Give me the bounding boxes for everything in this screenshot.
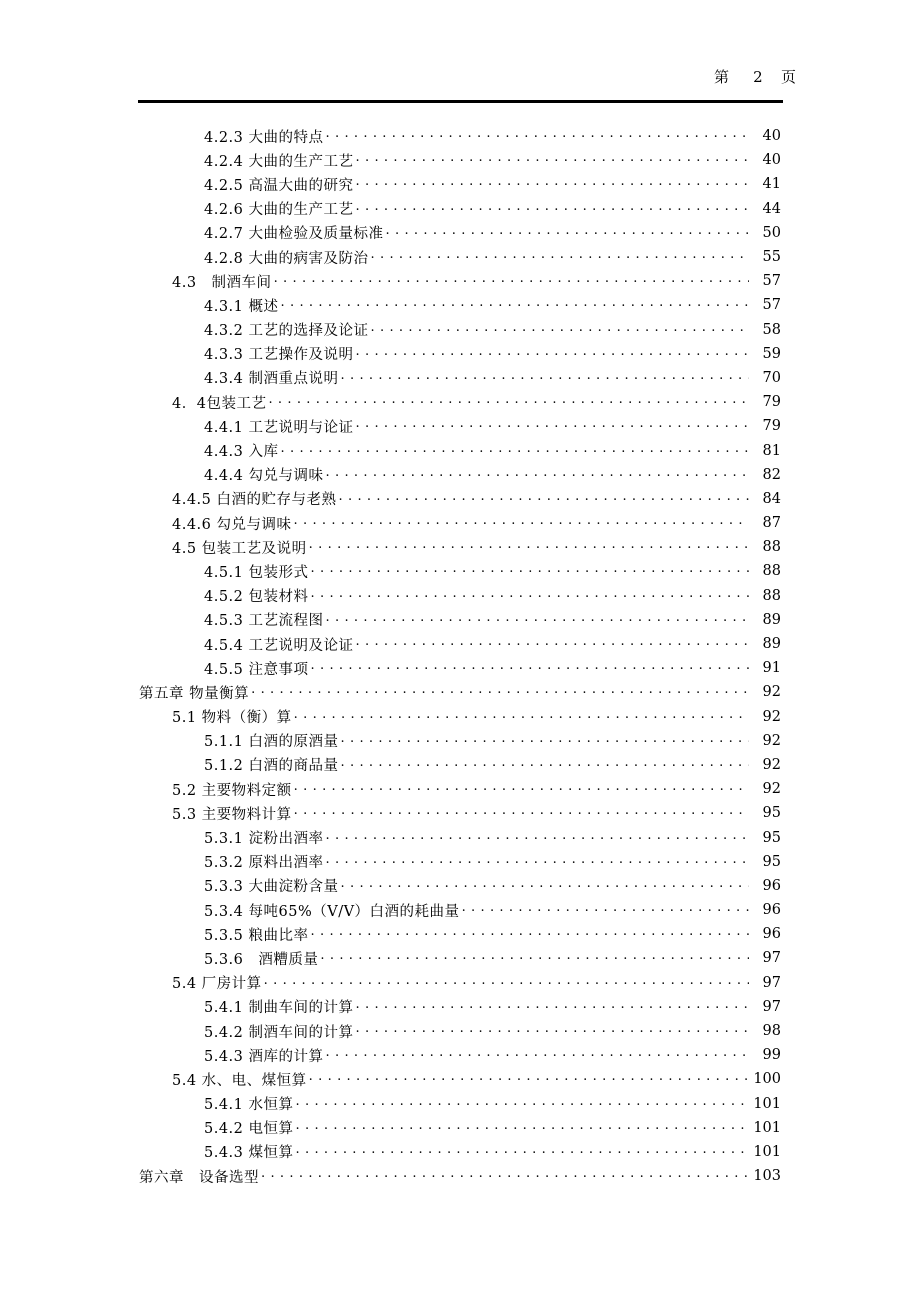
toc-entry-page: 55	[762, 249, 781, 266]
toc-entry-page: 96	[762, 902, 781, 919]
toc-entry-title: 第六章 设备选型	[139, 1169, 259, 1186]
toc-entry-title: 4.3.3 工艺操作及说明	[204, 347, 354, 364]
toc-entry-title: 4.2.6 大曲的生产工艺	[204, 202, 354, 219]
toc-entry[interactable]	[0, 148, 920, 172]
toc-leader-dots	[371, 249, 749, 265]
toc-leader-dots	[326, 128, 749, 144]
toc-entry-page: 88	[762, 563, 781, 580]
toc-entry-title: 4.2.7 大曲检验及质量标准	[204, 226, 384, 243]
toc-leader-dots	[326, 854, 749, 870]
toc-entry-page: 79	[762, 394, 781, 411]
toc-entry[interactable]	[0, 874, 920, 898]
toc-entry[interactable]	[0, 245, 920, 269]
toc-entry-page: 92	[762, 756, 781, 773]
toc-entry[interactable]	[0, 946, 920, 970]
toc-entry-page: 40	[762, 128, 781, 145]
toc-entry-title: 4.5.4 工艺说明及论证	[204, 637, 354, 654]
toc-leader-dots	[309, 539, 749, 555]
toc-entry-title: 第五章 物量衡算	[139, 685, 250, 702]
toc-entry-title: 4.2.3 大曲的特点	[204, 129, 324, 146]
toc-leader-dots	[356, 152, 749, 168]
page-header-suffix: 页	[780, 68, 797, 86]
toc-leader-dots	[311, 563, 749, 579]
toc-entry-title: 5.3.1 淀粉出酒率	[204, 831, 324, 848]
toc-entry-title: 5.4.2 制酒车间的计算	[204, 1024, 354, 1041]
toc-entry[interactable]	[0, 632, 920, 656]
toc-leader-dots	[356, 176, 749, 192]
toc-entry[interactable]	[0, 1092, 920, 1116]
toc-entry[interactable]	[0, 1116, 920, 1140]
toc-leader-dots	[462, 902, 749, 918]
toc-leader-dots	[356, 201, 749, 217]
toc-entry-page: 57	[762, 297, 781, 314]
toc-entry-title: 4.5.5 注意事项	[204, 661, 309, 678]
toc-leader-dots	[356, 999, 749, 1015]
toc-entry[interactable]	[0, 366, 920, 390]
toc-entry-page: 101	[753, 1143, 781, 1160]
toc-leader-dots	[296, 1144, 749, 1160]
toc-entry-page: 92	[762, 781, 781, 798]
toc-entry-title: 4.4.1 工艺说明与论证	[204, 419, 354, 436]
toc-leader-dots	[281, 297, 749, 313]
toc-entry-page: 96	[762, 877, 781, 894]
toc-entry[interactable]	[0, 971, 920, 995]
toc-entry-page: 89	[762, 636, 781, 653]
toc-entry-page: 44	[762, 200, 781, 217]
toc-entry-page: 97	[762, 998, 781, 1015]
toc-entry[interactable]	[0, 1019, 920, 1043]
toc-entry[interactable]	[0, 342, 920, 366]
toc-leader-dots	[264, 975, 749, 991]
toc-leader-dots	[356, 418, 749, 434]
toc-entry-page: 103	[753, 1168, 781, 1185]
toc-entry[interactable]	[0, 221, 920, 245]
toc-entry-page: 79	[762, 418, 781, 435]
toc-entry-page: 100	[753, 1071, 781, 1088]
toc-entry[interactable]	[0, 1067, 920, 1091]
toc-entry[interactable]	[0, 559, 920, 583]
toc-entry[interactable]	[0, 898, 920, 922]
toc-entry-page: 101	[753, 1095, 781, 1112]
toc-entry-page: 97	[762, 974, 781, 991]
toc-entry-page: 99	[762, 1047, 781, 1064]
toc-entry-page: 58	[762, 321, 781, 338]
toc-leader-dots	[356, 636, 749, 652]
toc-entry-title: 4.2.4 大曲的生产工艺	[204, 153, 354, 170]
toc-leader-dots	[311, 926, 749, 942]
toc-leader-dots	[371, 322, 749, 338]
toc-entry-title: 5.1.1 白酒的原酒量	[204, 734, 339, 751]
toc-entry-page: 101	[753, 1119, 781, 1136]
toc-leader-dots	[326, 830, 749, 846]
toc-entry-title: 4.3.2 工艺的选择及论证	[204, 323, 369, 340]
toc-entry-page: 92	[762, 732, 781, 749]
toc-entry-page: 84	[762, 490, 781, 507]
toc-entry-title: 5.2 主要物料定额	[172, 782, 292, 799]
toc-entry[interactable]	[0, 1140, 920, 1164]
toc-entry[interactable]	[0, 801, 920, 825]
toc-leader-dots	[386, 225, 749, 241]
toc-entry-title: 5.1.2 白酒的商品量	[204, 758, 339, 775]
toc-entry[interactable]	[0, 584, 920, 608]
toc-leader-dots	[311, 660, 749, 676]
toc-entry[interactable]	[0, 825, 920, 849]
toc-leader-dots	[294, 515, 749, 531]
toc-entry-page: 91	[762, 660, 781, 677]
toc-leader-dots	[296, 1096, 749, 1112]
toc-leader-dots	[294, 781, 749, 797]
toc-leader-dots	[311, 588, 749, 604]
toc-entry-page: 50	[762, 224, 781, 241]
toc-entry-title: 4.4.6 勾兑与调味	[172, 516, 292, 533]
toc-leader-dots	[341, 878, 749, 894]
toc-entry[interactable]	[0, 729, 920, 753]
toc-leader-dots	[339, 491, 749, 507]
toc-entry-title: 5.4 厂房计算	[172, 976, 262, 993]
toc-leader-dots	[294, 805, 749, 821]
toc-entry-page: 92	[762, 708, 781, 725]
toc-leader-dots	[356, 346, 749, 362]
toc-entry-title: 5.3.3 大曲淀粉含量	[204, 879, 339, 896]
toc-entry-title: 4.3.4 制酒重点说明	[204, 371, 339, 388]
toc-entry[interactable]	[0, 269, 920, 293]
toc-entry[interactable]	[0, 753, 920, 777]
toc-entry[interactable]	[0, 850, 920, 874]
toc-entry-title: 4.5.3 工艺流程图	[204, 613, 324, 630]
toc-leader-dots	[268, 394, 749, 410]
toc-entry-title: 5.1 物料（衡）算	[172, 710, 292, 727]
toc-leader-dots	[326, 467, 749, 483]
toc-entry-title: 4.4.3 入库	[204, 444, 279, 461]
toc-entry-title: 5.3.6 酒糟质量	[204, 951, 319, 968]
toc-leader-dots	[251, 684, 749, 700]
toc-leader-dots	[261, 1168, 749, 1184]
toc-entry-page: 70	[762, 369, 781, 386]
toc-entry[interactable]	[0, 172, 920, 196]
toc-leader-dots	[309, 1071, 749, 1087]
toc-entry-page: 88	[762, 539, 781, 556]
table-of-contents	[0, 124, 920, 1188]
toc-entry-title: 5.3.5 粮曲比率	[204, 927, 309, 944]
toc-entry[interactable]	[0, 922, 920, 946]
toc-entry[interactable]	[0, 705, 920, 729]
toc-entry[interactable]	[0, 487, 920, 511]
toc-entry[interactable]	[0, 777, 920, 801]
toc-leader-dots	[341, 757, 749, 773]
toc-entry-title: 4.2.5 高温大曲的研究	[204, 177, 354, 194]
toc-entry-title: 4.5.1 包装形式	[204, 564, 309, 581]
toc-entry[interactable]	[0, 656, 920, 680]
toc-entry[interactable]	[0, 390, 920, 414]
toc-leader-dots	[341, 733, 749, 749]
toc-entry[interactable]	[0, 995, 920, 1019]
toc-leader-dots	[296, 1120, 749, 1136]
toc-entry[interactable]	[0, 1164, 920, 1188]
toc-leader-dots	[320, 950, 749, 966]
page-header-prefix: 第	[714, 68, 731, 86]
toc-entry-page: 59	[762, 345, 781, 362]
toc-entry-title: 4.2.8 大曲的病害及防治	[204, 250, 369, 267]
header-rule	[138, 100, 783, 103]
toc-entry-title: 4.3 制酒车间	[172, 274, 272, 291]
toc-leader-dots	[274, 273, 749, 289]
toc-entry[interactable]	[0, 535, 920, 559]
page-header	[714, 66, 797, 87]
toc-entry-title: 5.3 主要物料计算	[172, 806, 292, 823]
toc-entry-title: 5.4 水、电、煤恒算	[172, 1072, 307, 1089]
toc-entry-page: 82	[762, 466, 781, 483]
toc-entry-page: 97	[762, 950, 781, 967]
toc-entry-title: 5.4.1 制曲车间的计算	[204, 1000, 354, 1017]
toc-entry-title: 5.4.3 酒库的计算	[204, 1048, 324, 1065]
toc-leader-dots	[326, 612, 749, 628]
toc-entry[interactable]	[0, 680, 920, 704]
toc-entry[interactable]	[0, 293, 920, 317]
toc-leader-dots	[326, 1047, 749, 1063]
toc-entry-title: 5.4.3 煤恒算	[204, 1145, 294, 1162]
toc-leader-dots	[341, 370, 749, 386]
toc-entry-title: 4．4包装工艺	[172, 395, 267, 412]
toc-entry[interactable]	[0, 124, 920, 148]
toc-entry[interactable]	[0, 463, 920, 487]
toc-entry-title: 4.4.5 白酒的贮存与老熟	[172, 492, 337, 509]
toc-entry-page: 81	[762, 442, 781, 459]
toc-leader-dots	[281, 443, 749, 459]
page-number: 2	[753, 68, 764, 86]
toc-entry[interactable]	[0, 318, 920, 342]
toc-entry[interactable]	[0, 1043, 920, 1067]
toc-entry-title: 5.4.1 水恒算	[204, 1097, 294, 1114]
toc-entry-title: 4.5 包装工艺及说明	[172, 540, 307, 557]
toc-entry-page: 57	[762, 273, 781, 290]
toc-entry-title: 5.3.4 每吨65%（V/V）白酒的耗曲量	[204, 903, 460, 920]
toc-entry-title: 4.5.2 包装材料	[204, 589, 309, 606]
toc-entry[interactable]	[0, 414, 920, 438]
toc-entry[interactable]	[0, 511, 920, 535]
toc-entry-title: 4.3.1 概述	[204, 298, 279, 315]
toc-entry-page: 98	[762, 1023, 781, 1040]
toc-entry-page: 40	[762, 152, 781, 169]
toc-entry-title: 4.4.4 勾兑与调味	[204, 468, 324, 485]
toc-entry-page: 87	[762, 515, 781, 532]
toc-entry-title: 5.4.2 电恒算	[204, 1121, 294, 1138]
toc-leader-dots	[294, 709, 749, 725]
toc-entry[interactable]	[0, 438, 920, 462]
toc-entry-title: 5.3.2 原料出酒率	[204, 855, 324, 872]
toc-entry[interactable]	[0, 608, 920, 632]
toc-entry[interactable]	[0, 197, 920, 221]
toc-entry-page: 95	[762, 805, 781, 822]
toc-entry-page: 89	[762, 611, 781, 628]
toc-leader-dots	[356, 1023, 749, 1039]
toc-entry-page: 41	[762, 176, 781, 193]
toc-entry-page: 95	[762, 853, 781, 870]
toc-entry-page: 92	[762, 684, 781, 701]
toc-entry-page: 96	[762, 926, 781, 943]
toc-entry-page: 95	[762, 829, 781, 846]
toc-entry-page: 88	[762, 587, 781, 604]
